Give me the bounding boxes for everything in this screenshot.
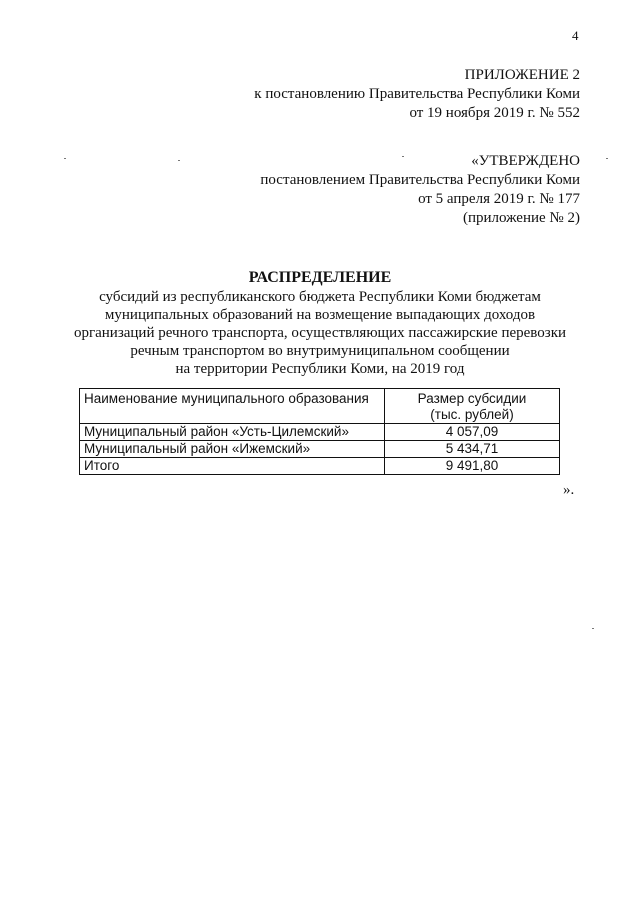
table-row: [80, 441, 560, 458]
table-row-total: [80, 458, 560, 475]
total-amount: 9 491,80: [385, 458, 560, 475]
approved-block: [260, 152, 580, 228]
approved-appendix-ref: (приложение № 2): [462, 210, 580, 226]
subtitle-line: муниципальных образований на возмещение выпадающих доходов: [104, 307, 536, 323]
row-municipality: Муниципальный район «Усть-Цилемский»: [80, 424, 385, 441]
scan-speck: [592, 628, 594, 629]
document-title-block: [60, 268, 580, 378]
approved-resolution-line: постановлением Правительства Республики Коми: [260, 172, 580, 188]
row-amount: 4 057,09: [385, 424, 560, 441]
scan-speck: [64, 158, 66, 159]
appendix-title: ПРИЛОЖЕНИЕ 2: [464, 67, 580, 83]
header-amount-unit: (тыс. рублей): [430, 407, 514, 422]
header-municipality: Наименование муниципального образования: [80, 389, 385, 424]
approved-title: «УТВЕРЖДЕНО: [471, 153, 580, 169]
scan-speck: [606, 158, 608, 159]
header-amount-title: Размер субсидии: [417, 391, 527, 406]
appendix-date-line: от 19 ноября 2019 г. № 552: [409, 105, 580, 121]
scan-speck: [402, 156, 404, 157]
appendix-block: [254, 66, 580, 123]
subtitle-line: организаций речного транспорта, осуществляющих пассажирские перевозки: [73, 325, 567, 341]
appendix-resolution-line: к постановлению Правительства Республики Коми: [254, 86, 580, 102]
total-label: Итого: [80, 458, 385, 475]
page-number: 4: [572, 28, 579, 43]
subtitle-line: субсидий из республиканского бюджета Республики Коми бюджетам: [99, 289, 541, 305]
document-heading: РАСПРЕДЕЛЕНИЕ: [248, 269, 392, 286]
subsidy-table: [79, 388, 560, 475]
table-row: [80, 424, 560, 441]
approved-date-line: от 5 апреля 2019 г. № 177: [418, 191, 580, 207]
row-amount: 5 434,71: [385, 441, 560, 458]
header-amount: [385, 389, 560, 424]
subtitle-line: речным транспортом во внутримуниципальном сообщении: [130, 343, 510, 359]
subtitle-line: на территории Республики Коми, на 2019 год: [175, 361, 465, 377]
table-header-row: [80, 389, 560, 424]
closing-quote-mark: ».: [563, 482, 575, 498]
scan-speck: [178, 160, 180, 161]
row-municipality: Муниципальный район «Ижемский»: [80, 441, 385, 458]
